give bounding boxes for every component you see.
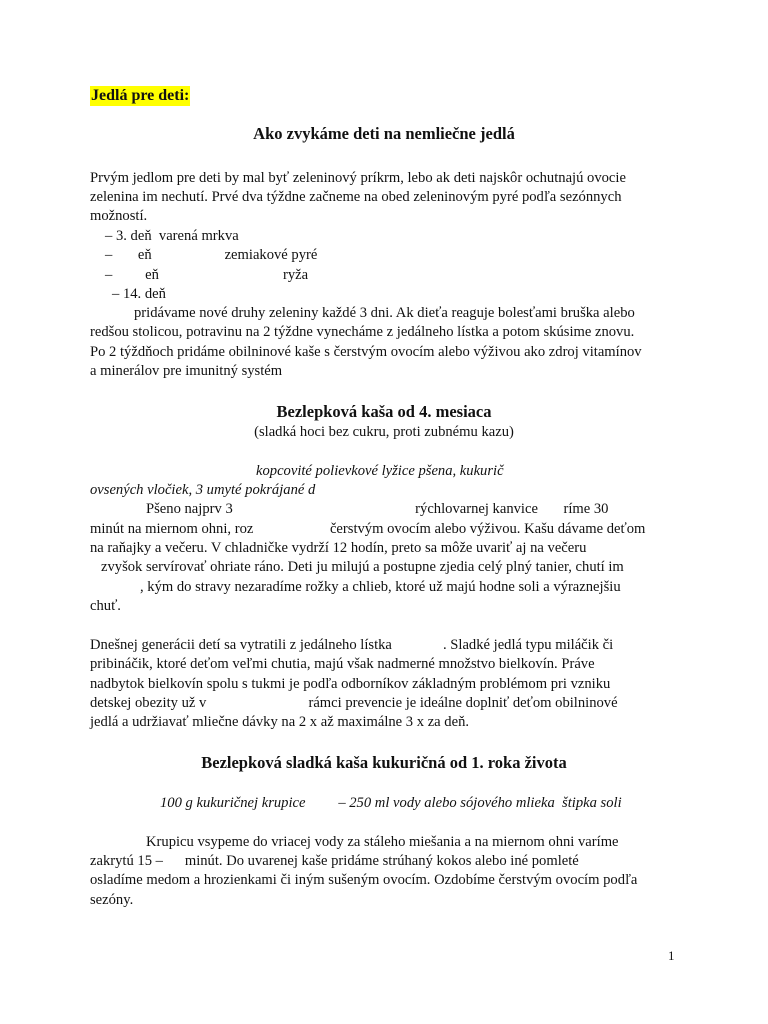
list-item: – eň ryža: [105, 267, 309, 283]
list-item: – 3. deň varená mrkva: [105, 228, 239, 244]
section1-body-line: pridávame nové druhy zeleniny každé 3 dni. Ak dieťa reaguje bolesťami bruška alebo: [134, 305, 635, 321]
list-item: – 14. deň: [112, 286, 166, 302]
section3-ingredients: 100 g kukuričnej krupice – 250 ml vody alebo sójového mlieka štipka soli: [160, 795, 622, 811]
section2-body-line: minút na miernom ohni, roz čerstvým ovocím alebo výživou. Kašu dávame deťom: [90, 521, 646, 537]
section1-heading: Ako zvykáme deti na nemliečne jedlá: [253, 124, 515, 143]
list-item: – eň zemiakové pyré: [105, 247, 318, 263]
section3-body-line: osladíme medom a hrozienkami či iným sušeným ovocím. Ozdobíme čerstvým ovocím podľa: [90, 872, 638, 888]
section2-para2-line: Dnešnej generácii detí sa vytratili z jedálneho lístka . Sladké jedlá typu miláčik či: [90, 637, 614, 653]
section1-intro-line: možností.: [90, 208, 148, 224]
section2-para2-line: detskej obezity už v rámci prevencie je ideálne doplniť deťom obilninové: [90, 695, 618, 711]
section1-intro-line: zelenina im nechutí. Prvé dva týždne začneme na obed zeleninovým pyré podľa sezónnych: [90, 189, 622, 205]
section3-body-line: Krupicu vsypeme do vriacej vody za stáleho miešania a na miernom ohni varíme: [146, 834, 619, 850]
section2-body-line: na raňajky a večeru. V chladničke vydrží 12 hodín, preto sa môže uvariť aj na večeru: [90, 540, 587, 556]
page-number: 1: [668, 948, 675, 963]
section1-body-line: a minerálov pre imunitný systém: [90, 363, 283, 379]
section2-heading: Bezlepková kaša od 4. mesiaca: [276, 402, 492, 421]
section2-body-line: , kým do stravy nezaradíme rožky a chlieb, ktoré už majú hodne soli a výraznejšiu: [140, 579, 621, 595]
section2-ingredients-line: ovsených vločiek, 3 umyté pokrájané d: [90, 482, 316, 498]
section2-body-line: chuť.: [90, 598, 121, 614]
section1-body-line: redšou stolicou, potravinu na 2 týždne vynecháme z jedálneho lístka a potom skúsime znovu.: [90, 324, 635, 340]
section1-intro-line: Prvým jedlom pre deti by mal byť zeleninový príkrm, lebo ak deti najskôr ochutnajú ovocie: [90, 170, 626, 186]
section2-subheading: (sladká hoci bez cukru, proti zubnému kazu): [254, 424, 514, 440]
section2-para2-line: jedlá a udržiavať mliečne dávky na 2 x až maximálne 3 x za deň.: [90, 714, 470, 730]
section2-body-line: zvyšok servírovať ohriate ráno. Deti ju milujú a postupne zjedia celý plný tanier, chutí im: [101, 559, 624, 575]
section3-heading: Bezlepková sladká kaša kukuričná od 1. roka života: [201, 753, 567, 772]
section3-body-line: zakrytú 15 – minút. Do uvarenej kaše pridáme strúhaný kokos alebo iné pomleté: [90, 853, 579, 869]
section3-body-line: sezóny.: [90, 892, 134, 908]
document-title: Jedlá pre deti:: [91, 87, 190, 104]
section2-para2-line: nadbytok bielkovín spolu s tukmi je podľa odborníkov základným problémom pri vzniku: [90, 676, 611, 692]
section1-body-line: Po 2 týždňoch pridáme obilninové kaše s čerstvým ovocím alebo výživou ako zdroj vitamínov: [90, 344, 642, 360]
section2-ingredients-line: kopcovité polievkové lyžice pšena, kukurič: [256, 463, 504, 479]
section2-body-line: Pšeno najprv 3 rýchlovarnej kanvice ríme 30: [146, 501, 609, 517]
section2-para2-line: pribináčik, ktoré deťom veľmi chutia, majú však nadmerné množstvo bielkovín. Práve: [90, 656, 595, 672]
